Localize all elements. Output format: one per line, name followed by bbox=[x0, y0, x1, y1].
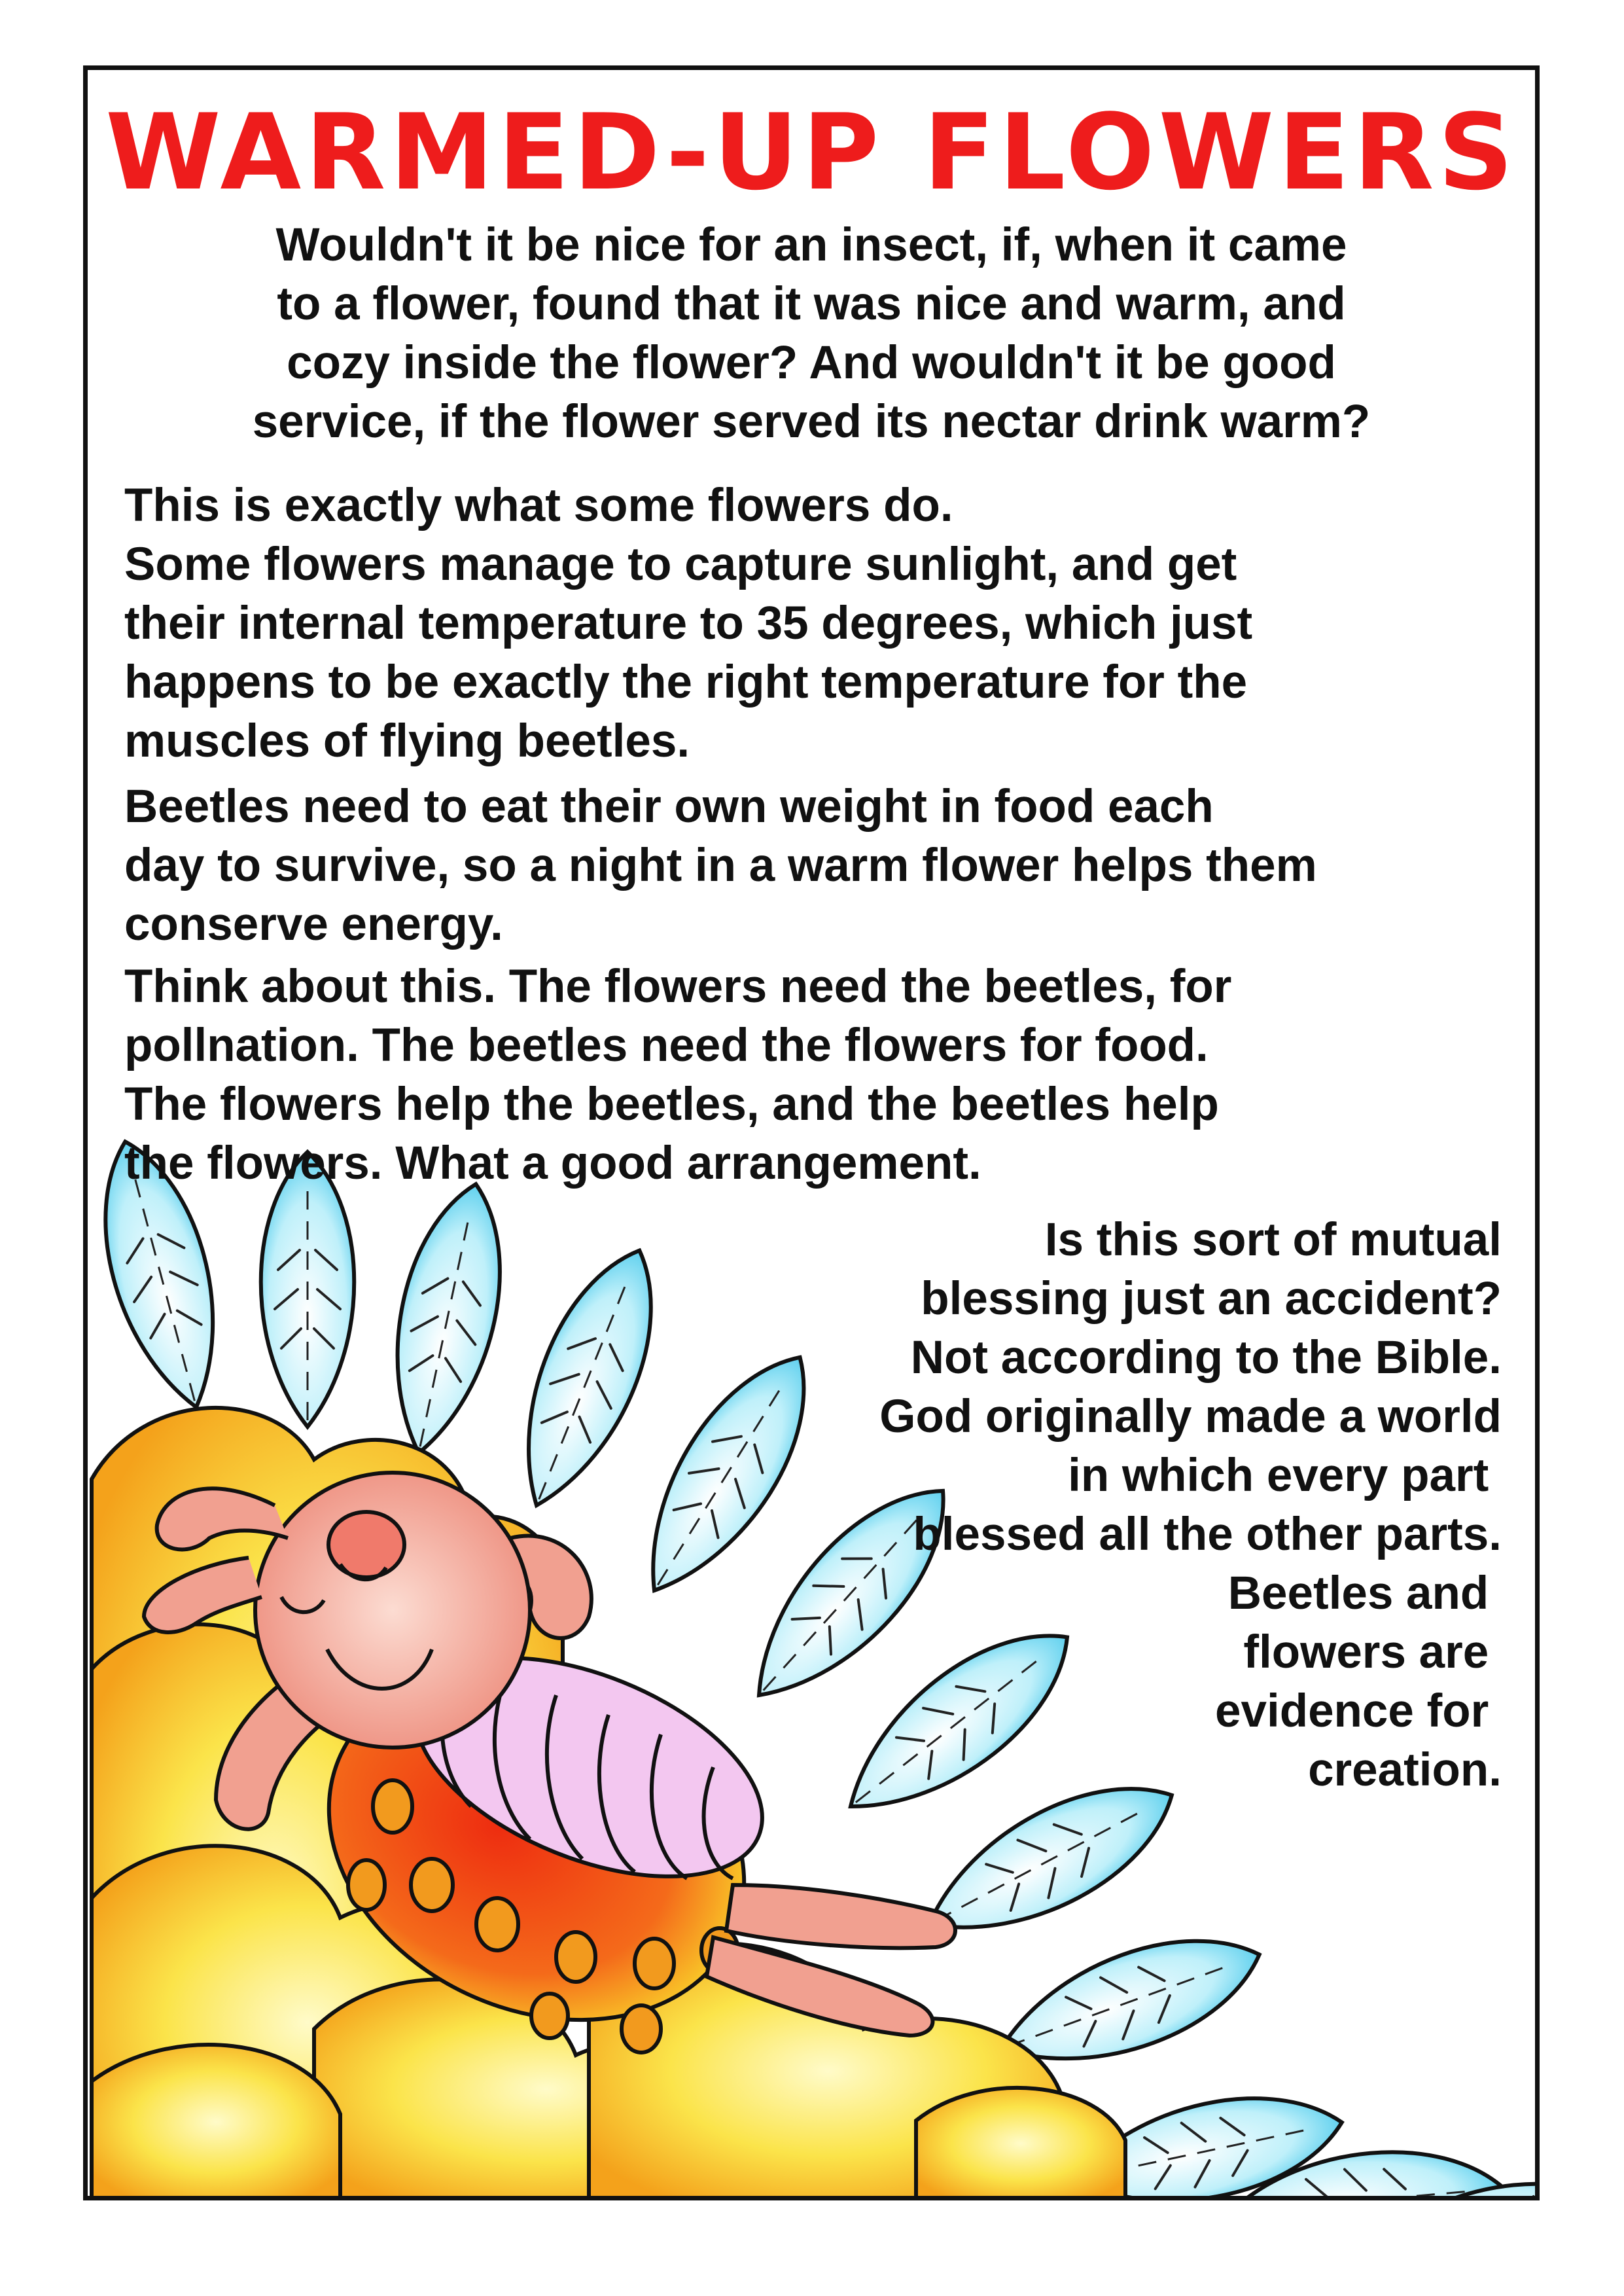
intro-line: service, if the flower served its nectar drink warm? bbox=[252, 396, 1371, 448]
paragraph-mutual-need bbox=[124, 958, 1498, 1193]
closing-line: evidence for bbox=[1215, 1685, 1502, 1737]
paragraph-flowers-warm bbox=[124, 476, 1498, 771]
body-line: pollnation. The beetles need the flowers for food. bbox=[124, 1020, 1209, 1071]
body-line: the flowers. What a good arrangement. bbox=[124, 1138, 981, 1189]
intro-paragraph bbox=[83, 216, 1540, 452]
closing-line: God originally made a world bbox=[879, 1391, 1502, 1443]
body-line: conserve energy. bbox=[124, 899, 503, 950]
intro-line: cozy inside the flower? And wouldn't it be good bbox=[287, 337, 1336, 389]
closing-paragraph bbox=[716, 1211, 1502, 1800]
closing-line: blessed all the other parts. bbox=[913, 1509, 1502, 1560]
body-line: This is exactly what some flowers do. bbox=[124, 480, 953, 531]
page-title: WARMED-UP FLOWERS bbox=[105, 91, 1517, 213]
closing-line: flowers are bbox=[1243, 1626, 1502, 1678]
closing-line: Not according to the Bible. bbox=[910, 1332, 1502, 1384]
intro-line: to a flower, found that it was nice and warm, and bbox=[277, 278, 1346, 330]
paragraph-beetles-energy bbox=[124, 778, 1498, 954]
body-line: Some flowers manage to capture sunlight, and get bbox=[124, 539, 1237, 590]
closing-line: Is this sort of mutual bbox=[1044, 1214, 1502, 1266]
body-line: muscles of flying beetles. bbox=[124, 715, 690, 767]
body-line: their internal temperature to 35 degrees, which just bbox=[124, 598, 1253, 649]
closing-line: creation. bbox=[1308, 1744, 1502, 1796]
body-line: day to survive, so a night in a warm flower helps them bbox=[124, 840, 1317, 891]
closing-line: in which every part bbox=[1068, 1450, 1502, 1501]
body-line: Think about this. The flowers need the beetles, for bbox=[124, 961, 1232, 1013]
intro-line: Wouldn't it be nice for an insect, if, when it came bbox=[275, 219, 1347, 271]
body-line: Beetles need to eat their own weight in food each bbox=[124, 781, 1214, 833]
body-line: happens to be exactly the right temperature for the bbox=[124, 656, 1248, 708]
body-line: The flowers help the beetles, and the beetles help bbox=[124, 1079, 1219, 1130]
closing-line: blessing just an accident? bbox=[921, 1273, 1502, 1325]
closing-line: Beetles and bbox=[1227, 1568, 1502, 1619]
